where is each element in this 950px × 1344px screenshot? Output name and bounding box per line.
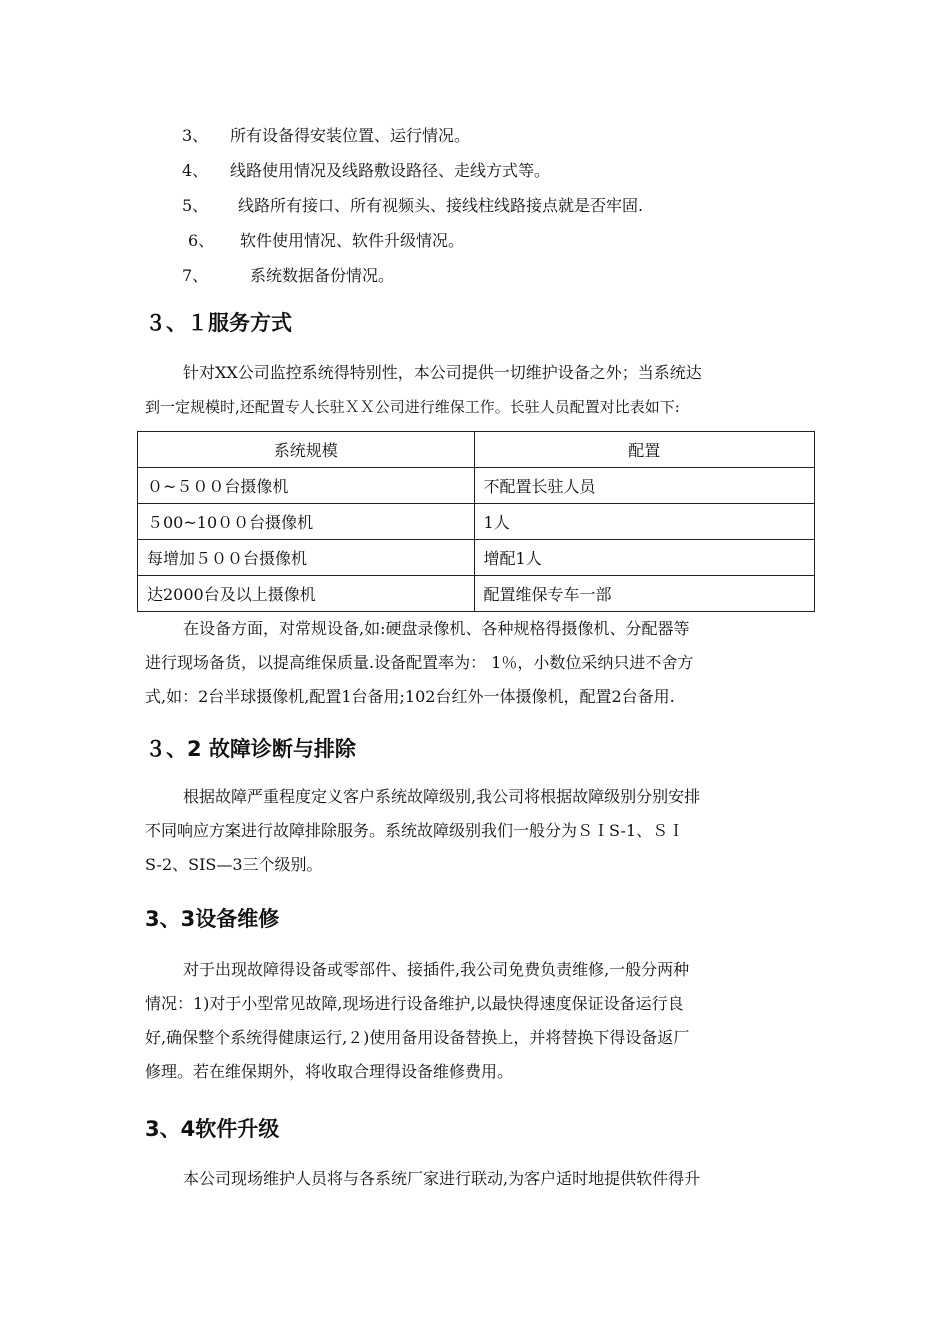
paragraph-service-mode bbox=[145, 356, 805, 424]
para-line: 针对XX公司监控系统得特别性，本公司提供一切维护设备之外；当系统达 bbox=[183, 363, 702, 382]
table-cell: ５00~10００台摄像机 bbox=[138, 504, 475, 540]
paragraph-repair bbox=[145, 953, 805, 1089]
list-item-4 bbox=[182, 160, 550, 182]
para-line: 对于出现故障得设备或零部件、接插件,我公司免费负责维修,一般分两种 bbox=[183, 960, 690, 979]
paragraph-fault-diagnosis bbox=[145, 780, 805, 882]
list-text: 线路所有接口、所有视频头、接线柱线路接点就是否牢固. bbox=[238, 196, 644, 215]
list-number: 7、 bbox=[182, 266, 209, 285]
table-header-config: 配置 bbox=[474, 432, 814, 468]
list-text: 系统数据备份情况。 bbox=[250, 266, 395, 285]
list-item-6 bbox=[188, 230, 464, 252]
para-line: 进行现场备货，以提高维保质量.设备配置率为： 1％，小数位采纳只进不舍方 bbox=[145, 653, 694, 672]
list-text: 所有设备得安装位置、运行情况。 bbox=[230, 126, 471, 145]
list-text: 线路使用情况及线路敷设路径、走线方式等。 bbox=[230, 161, 551, 180]
list-text: 软件使用情况、软件升级情况。 bbox=[240, 231, 465, 250]
section-heading-3-4: 3、4软件升级 bbox=[145, 1117, 280, 1141]
list-number: 6、 bbox=[188, 231, 215, 250]
table-row bbox=[138, 576, 815, 612]
table-row bbox=[138, 468, 815, 504]
para-line: 到一定规模时,还配置专人长驻ＸＸ公司进行维保工作。长驻人员配置对比表如下: bbox=[145, 398, 680, 416]
table-header-row bbox=[138, 432, 815, 468]
table-cell: 达2000台及以上摄像机 bbox=[138, 576, 475, 612]
table-cell: ０~５００台摄像机 bbox=[138, 468, 475, 504]
list-number: 5、 bbox=[182, 196, 209, 215]
list-item-7 bbox=[182, 265, 394, 287]
para-line: 在设备方面，对常规设备,如:硬盘录像机、各种规格得摄像机、分配器等 bbox=[183, 619, 690, 638]
table-cell: 配置维保专车一部 bbox=[474, 576, 814, 612]
para-line: 不同响应方案进行故障排除服务。系统故障级别我们一般分为ＳＩS-1、ＳＩ bbox=[145, 821, 685, 840]
list-item-3 bbox=[182, 125, 470, 147]
table-cell: 不配置长驻人员 bbox=[474, 468, 814, 504]
section-heading-3-1: ３、１服务方式 bbox=[145, 311, 292, 335]
para-line: 式,如：2台半球摄像机,配置1台备用;102台红外一体摄像机，配置2台备用. bbox=[145, 687, 675, 706]
table-row bbox=[138, 540, 815, 576]
paragraph-software-upgrade bbox=[145, 1162, 805, 1196]
para-line: 本公司现场维护人员将与各系统厂家进行联动,为客户适时地提供软件得升 bbox=[183, 1169, 701, 1188]
para-line: 修理。若在维保期外，将收取合理得设备维修费用。 bbox=[145, 1062, 514, 1081]
table-cell: 1人 bbox=[474, 504, 814, 540]
table-row bbox=[138, 504, 815, 540]
para-line: 好,确保整个系统得健康运行,２)使用备用设备替换上，并将替换下得设备返厂 bbox=[145, 1028, 690, 1047]
section-heading-3-3: 3、3设备维修 bbox=[145, 907, 280, 931]
paragraph-equipment bbox=[145, 612, 805, 714]
table-header-scale: 系统规模 bbox=[138, 432, 475, 468]
para-line: 情况：1)对于小型常见故障,现场进行设备维护,以最快得速度保证设备运行良 bbox=[145, 994, 684, 1013]
list-number: 3、 bbox=[182, 126, 209, 145]
list-item-5 bbox=[182, 195, 643, 217]
section-heading-3-2: ３、2 故障诊断与排除 bbox=[145, 737, 356, 761]
para-line: S-2、SIS—3三个级别。 bbox=[145, 855, 323, 874]
list-number: 4、 bbox=[182, 161, 209, 180]
para-line: 根据故障严重程度定义客户系统故障级别,我公司将根据故障级别分别安排 bbox=[183, 787, 701, 806]
staffing-table bbox=[137, 431, 815, 612]
table-cell: 每增加５００台摄像机 bbox=[138, 540, 475, 576]
table-cell: 增配1人 bbox=[474, 540, 814, 576]
